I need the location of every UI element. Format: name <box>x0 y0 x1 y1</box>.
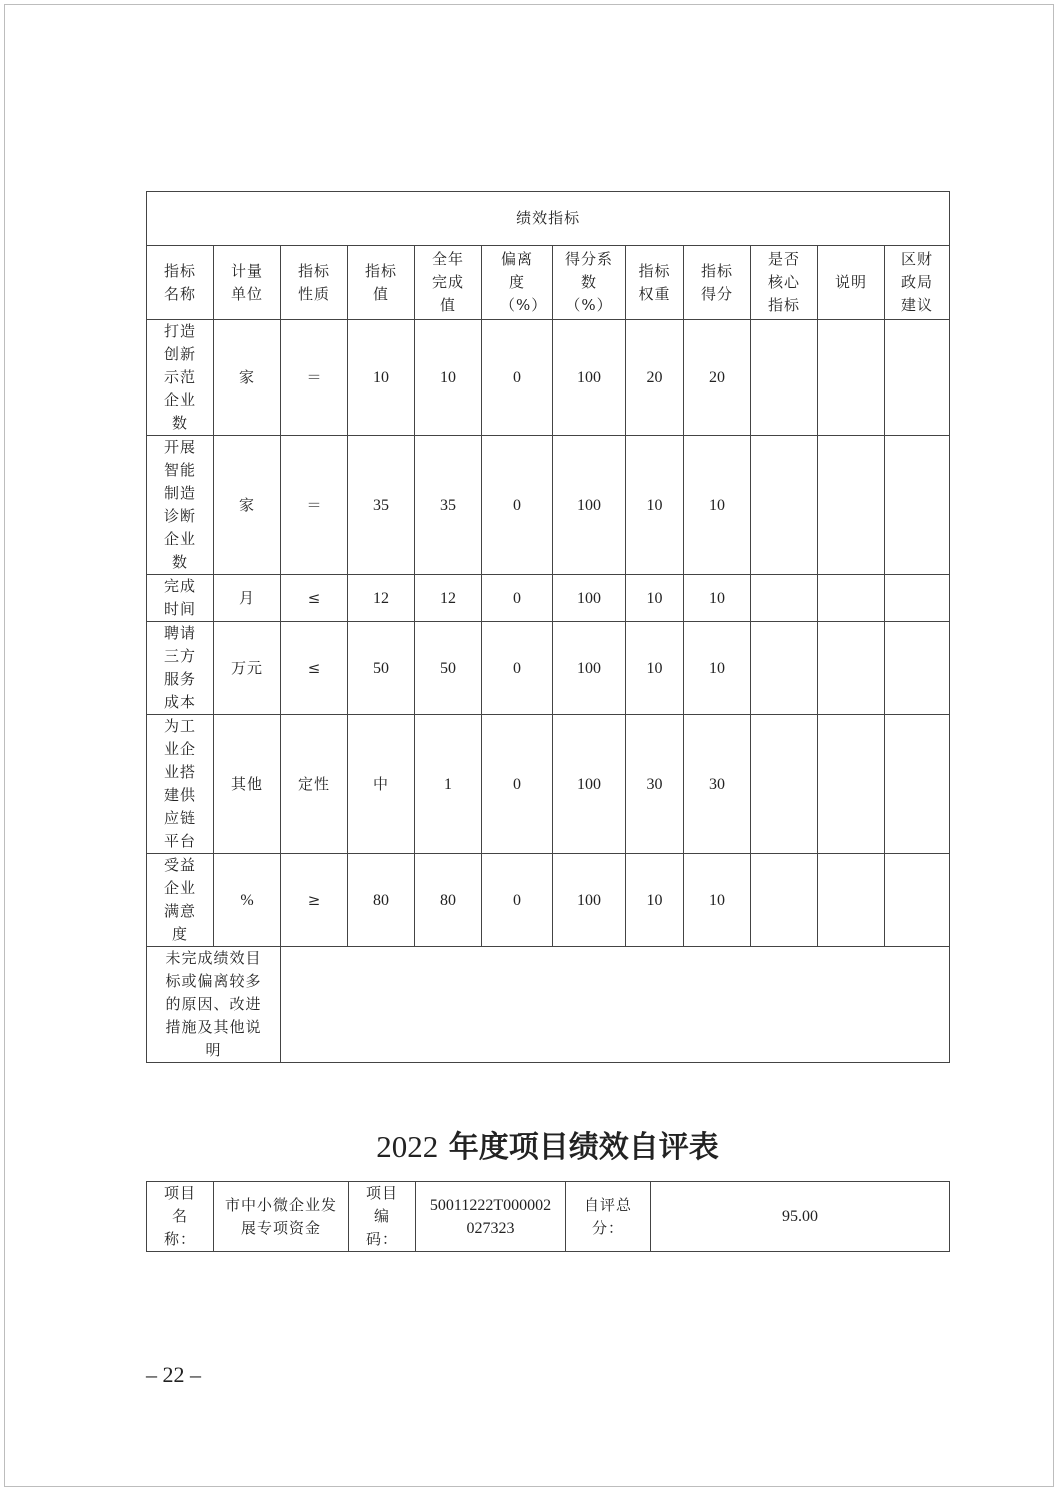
header-score: 指标得分 <box>700 261 733 303</box>
header-unit: 计量单位 <box>230 261 263 303</box>
title-year: 2022 <box>376 1129 439 1164</box>
nature-cell: ≥ <box>281 854 348 947</box>
score-cell: 10 <box>684 854 751 947</box>
header-weight: 指标权重 <box>638 261 671 303</box>
total-score-value: 95.00 <box>651 1182 950 1252</box>
target-cell: 50 <box>348 622 415 715</box>
unit-cell: 月 <box>214 575 281 622</box>
unit-cell: 家 <box>214 320 281 436</box>
target-cell: 10 <box>348 320 415 436</box>
header-note: 说明 <box>834 273 867 291</box>
advice-cell <box>885 436 950 575</box>
unit-cell: % <box>214 854 281 947</box>
target-cell: 35 <box>348 436 415 575</box>
advice-cell <box>885 622 950 715</box>
page-number: – 22 – <box>146 1362 201 1387</box>
coefficient-cell: 100 <box>553 436 626 575</box>
actual-cell: 35 <box>415 436 482 575</box>
header-target-value: 指标值 <box>364 261 397 303</box>
core-cell <box>751 715 818 854</box>
unit-cell: 其他 <box>214 715 281 854</box>
advice-cell <box>885 854 950 947</box>
note-cell <box>818 436 885 575</box>
total-score-label: 自评总分： <box>583 1195 632 1237</box>
coefficient-cell: 100 <box>553 715 626 854</box>
table-row <box>147 320 950 436</box>
deviation-cell: 0 <box>482 622 553 715</box>
score-cell: 10 <box>684 575 751 622</box>
table-row <box>147 436 950 575</box>
advice-cell <box>885 715 950 854</box>
actual-cell: 12 <box>415 575 482 622</box>
project-name-label: 项目名称： <box>163 1184 196 1248</box>
core-cell <box>751 854 818 947</box>
header-finance-advice: 区财政局建议 <box>901 250 934 314</box>
coefficient-cell: 100 <box>553 575 626 622</box>
deviation-cell: 0 <box>482 715 553 854</box>
deviation-cell: 0 <box>482 436 553 575</box>
note-cell <box>818 320 885 436</box>
project-summary-table <box>146 1181 950 1252</box>
score-cell: 10 <box>684 436 751 575</box>
header-row <box>147 246 950 320</box>
coefficient-cell: 100 <box>553 854 626 947</box>
table-row <box>147 854 950 947</box>
core-cell <box>751 320 818 436</box>
page-title <box>146 1122 949 1166</box>
nature-cell: ＝ <box>281 436 348 575</box>
unit-cell: 家 <box>214 436 281 575</box>
note-cell <box>818 715 885 854</box>
indicator-name: 为工业企业搭建供应链平台 <box>163 717 196 850</box>
indicator-name: 开展智能制造诊断企业数 <box>163 438 196 571</box>
deviation-cell: 0 <box>482 575 553 622</box>
weight-cell: 30 <box>626 715 684 854</box>
table-row <box>147 622 950 715</box>
indicator-name: 聘请三方服务成本 <box>163 624 196 711</box>
core-cell <box>751 622 818 715</box>
summary-row <box>147 1182 950 1252</box>
project-code-value: 50011222T000002027323 <box>429 1196 552 1237</box>
table-title: 绩效指标 <box>147 192 950 246</box>
project-name-value: 市中小微企业发展专项资金 <box>225 1195 338 1237</box>
score-cell: 30 <box>684 715 751 854</box>
indicator-name: 完成时间 <box>163 577 196 618</box>
weight-cell: 10 <box>626 436 684 575</box>
table-row <box>147 575 950 622</box>
explanation-label: 未完成绩效目标或偏离较多的原因、改进措施及其他说明 <box>165 949 262 1059</box>
weight-cell: 20 <box>626 320 684 436</box>
target-cell: 80 <box>348 854 415 947</box>
score-cell: 10 <box>684 622 751 715</box>
indicator-name: 受益企业满意度 <box>163 856 196 943</box>
actual-cell: 50 <box>415 622 482 715</box>
actual-cell: 1 <box>415 715 482 854</box>
nature-cell: 定性 <box>281 715 348 854</box>
header-nature: 指标性质 <box>297 261 330 303</box>
nature-cell: ≤ <box>281 575 348 622</box>
header-actual-value: 全年完成值 <box>431 250 464 314</box>
deviation-cell: 0 <box>482 320 553 436</box>
target-cell: 中 <box>348 715 415 854</box>
header-indicator-name: 指标名称 <box>163 261 196 303</box>
header-score-coefficient: 得分系数（%） <box>565 250 614 314</box>
table-title-row <box>147 192 950 246</box>
table-row <box>147 715 950 854</box>
core-cell <box>751 575 818 622</box>
weight-cell: 10 <box>626 575 684 622</box>
note-cell <box>818 854 885 947</box>
unit-cell: 万元 <box>214 622 281 715</box>
score-cell: 20 <box>684 320 751 436</box>
explanation-value <box>281 947 950 1063</box>
weight-cell: 10 <box>626 622 684 715</box>
deviation-cell: 0 <box>482 854 553 947</box>
advice-cell <box>885 320 950 436</box>
nature-cell: ≤ <box>281 622 348 715</box>
title-text: 年度项目绩效自评表 <box>438 1130 719 1165</box>
coefficient-cell: 100 <box>553 622 626 715</box>
nature-cell: ＝ <box>281 320 348 436</box>
explanation-row <box>147 947 950 1063</box>
note-cell <box>818 575 885 622</box>
target-cell: 12 <box>348 575 415 622</box>
header-deviation: 偏离度（%） <box>500 250 548 314</box>
actual-cell: 10 <box>415 320 482 436</box>
project-code-label: 项目编码： <box>365 1184 398 1248</box>
performance-indicator-table <box>146 191 950 1063</box>
weight-cell: 10 <box>626 854 684 947</box>
indicator-name: 打造创新示范企业数 <box>163 322 196 432</box>
advice-cell <box>885 575 950 622</box>
core-cell <box>751 436 818 575</box>
actual-cell: 80 <box>415 854 482 947</box>
note-cell <box>818 622 885 715</box>
header-core-indicator: 是否核心指标 <box>767 250 800 314</box>
coefficient-cell: 100 <box>553 320 626 436</box>
